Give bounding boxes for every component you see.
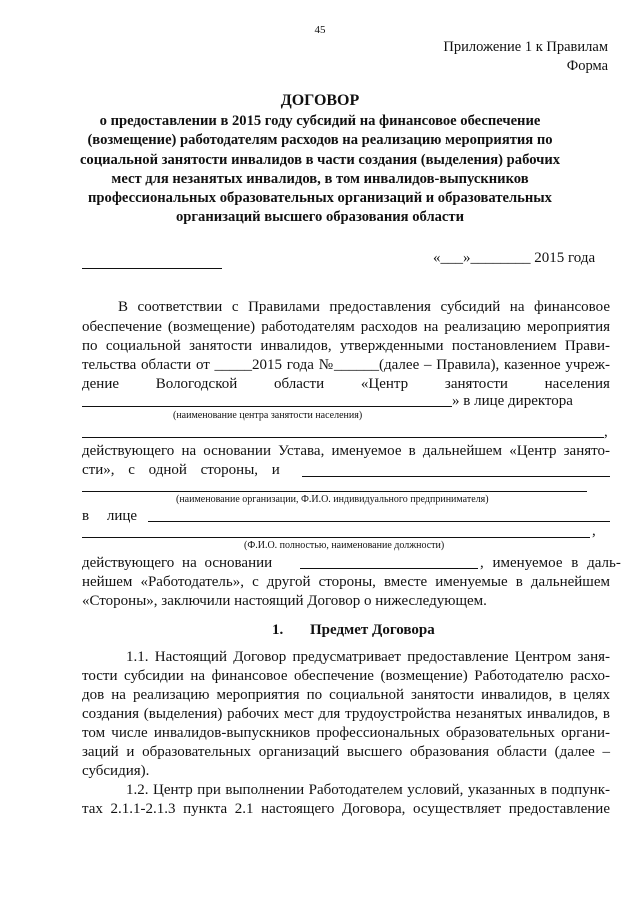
intro-line-9 — [82, 461, 302, 480]
document-title: ДОГОВОР — [280, 92, 360, 109]
intro-word: дение — [82, 376, 120, 392]
clause-1-1-line: субсидия). — [82, 763, 150, 779]
document-subtitle: о предоставлении в 2015 году субсидий на финансовое обеспечение (возмещение) работодателям расходов на реализацию мероприятия по социальной занятости инвалидов в части создания (выделения) рабочих мест для незанятых инвалидов, в том инвалидов-выпускников профессиональных образовательных организаций и образовательных организаций высшего образования области — [79, 113, 561, 226]
intro-line-3: по социальной занятости инвалидов, утвержденными постановлением Прави- — [82, 338, 610, 354]
center-name-blank — [82, 406, 452, 407]
section-heading: Предмет Договора — [310, 622, 435, 638]
appendix-reference: Приложение 1 к Правилам — [443, 39, 608, 55]
intro-line-1: В соответствии с Правилами предоставления субсидий на финансовое — [118, 299, 610, 315]
form-label: Форма — [566, 58, 608, 74]
clause-1-2-line: 1.2. Центр при выполнении Работодателем условий, указанных в подпунк- — [126, 782, 610, 798]
organization-blank-2 — [82, 491, 587, 492]
intro-line-13: нейшем «Работодатель», с другой стороны, вместе именуемые в дальнейшем — [82, 574, 610, 590]
date-line: «___»________ 2015 года — [433, 250, 596, 266]
intro-word: «Центр — [360, 376, 409, 392]
comma: , — [592, 523, 596, 539]
intro-line-4: тельства области от _____2015 года №______(далее – Правила), казенное учреж- — [82, 357, 610, 373]
intro-line-8: действующего на основании Устава, именуемое в дальнейшем «Центр занято- — [82, 443, 610, 459]
place-blank-line — [82, 268, 222, 269]
representative-blank-1 — [148, 521, 610, 522]
page-number: 45 — [314, 24, 326, 36]
intro-word: населения — [544, 376, 610, 392]
intro-line-2: обеспечение (возмещение) работодателям расходов на реализацию мероприятия — [82, 319, 610, 335]
clause-1-1-line: заций и образовательных организаций высшего образования области (далее – — [82, 744, 610, 760]
intro-line-14: «Стороны», заключили настоящий Договор о нижеследующем. — [82, 593, 487, 609]
comma: , — [604, 424, 608, 440]
organization-label: (наименование организации, Ф.И.О. индивидуального предпринимателя) — [176, 494, 489, 505]
basis-prefix: действующего на основании — [82, 555, 273, 571]
clause-1-1-line: том числе инвалидов-выпускников профессиональных образовательных органи- — [82, 725, 610, 741]
fio-label: (Ф.И.О. полностью, наименование должности) — [244, 540, 445, 551]
section-number: 1. — [272, 622, 284, 638]
clause-1-1-line: 1.1. Настоящий Договор предусматривает предоставление Центром заня- — [126, 649, 610, 665]
director-text: » в лице директора — [452, 393, 573, 409]
intro-word: Вологодской — [155, 376, 238, 392]
clause-1-1-line: тости субсидии на финансовое обеспечение (возмещение) Работодателю расхо- — [82, 668, 610, 684]
representative-prefix: в лице — [82, 508, 138, 524]
basis-suffix: , именуемое в даль- — [480, 555, 621, 571]
clause-1-1-line: создания (выделения) рабочих мест для трудоустройства незанятых инвалидов, в — [82, 706, 610, 722]
organization-blank-1 — [302, 476, 610, 477]
intro-word: занятости — [444, 376, 508, 392]
clause-1-1-line: дов на реализацию мероприятия по социальной занятости инвалидов, в целях — [82, 687, 610, 703]
clause-1-2-line: тах 2.1.1-2.1.3 пункта 2.1 настоящего Договора, осуществляет предоставление — [82, 801, 610, 817]
intro-word: области — [274, 376, 325, 392]
intro-line-9-text: сти», с одной стороны, и — [82, 462, 280, 478]
director-name-blank — [82, 437, 604, 438]
basis-blank — [300, 568, 478, 569]
representative-blank-2 — [82, 537, 590, 538]
center-name-label: (наименование центра занятости населения) — [173, 410, 363, 421]
